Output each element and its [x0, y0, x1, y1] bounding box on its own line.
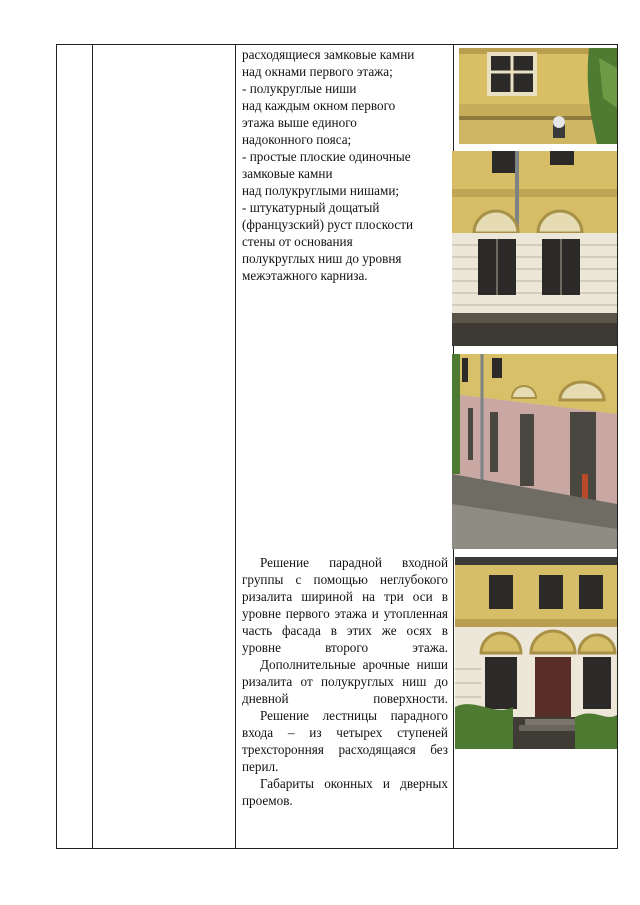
- text-line: расходящиеся замковые камни: [242, 47, 415, 62]
- paragraph-arched-niches: Дополнительные арочные ниши ризалита от полукруглых ниш до дневной поверхности.: [242, 657, 448, 706]
- text-line: - простые плоские одиночные: [242, 149, 411, 164]
- text-line: - штукатурный дощатый: [242, 200, 380, 215]
- facade-photo-rustication: [452, 151, 617, 346]
- text-line: над полукруглыми нишами;: [242, 183, 400, 198]
- text-line: полукруглых ниш до уровня: [242, 251, 402, 266]
- text-line: этажа выше единого: [242, 115, 357, 130]
- text-line: надоконного пояса;: [242, 132, 352, 147]
- column-divider-1: [92, 45, 93, 848]
- text-line: над окнами первого этажа;: [242, 64, 393, 79]
- text-line: (французский) руст плоскости: [242, 217, 414, 232]
- paragraph-stairs: Решение лестницы парадного входа – из четырех ступеней трехсторонняя расходящаяся без перил.: [242, 708, 448, 774]
- text-line: стены от основания: [242, 234, 353, 249]
- paragraph-openings: Габариты оконных и дверных проемов.: [242, 776, 448, 808]
- column-divider-2: [235, 45, 236, 848]
- facade-photo-window: [459, 48, 617, 144]
- text-line: замковые камни: [242, 166, 333, 181]
- facade-features-list: [242, 46, 452, 284]
- text-line: - полукруглые ниши: [242, 81, 357, 96]
- entrance-photo: [455, 557, 617, 749]
- text-line: над каждым окном первого: [242, 98, 396, 113]
- text-line: межэтажного карниза.: [242, 268, 368, 283]
- entrance-description: [242, 554, 448, 809]
- paragraph-entrance-group: Решение парадной входной группы с помощью неглубокого ризалита шириной на три оси в уровне первого этажа и утопленная часть фасада в этих же осях в уровне второго этажа.: [242, 555, 448, 655]
- facade-photo-perspective: [452, 354, 617, 549]
